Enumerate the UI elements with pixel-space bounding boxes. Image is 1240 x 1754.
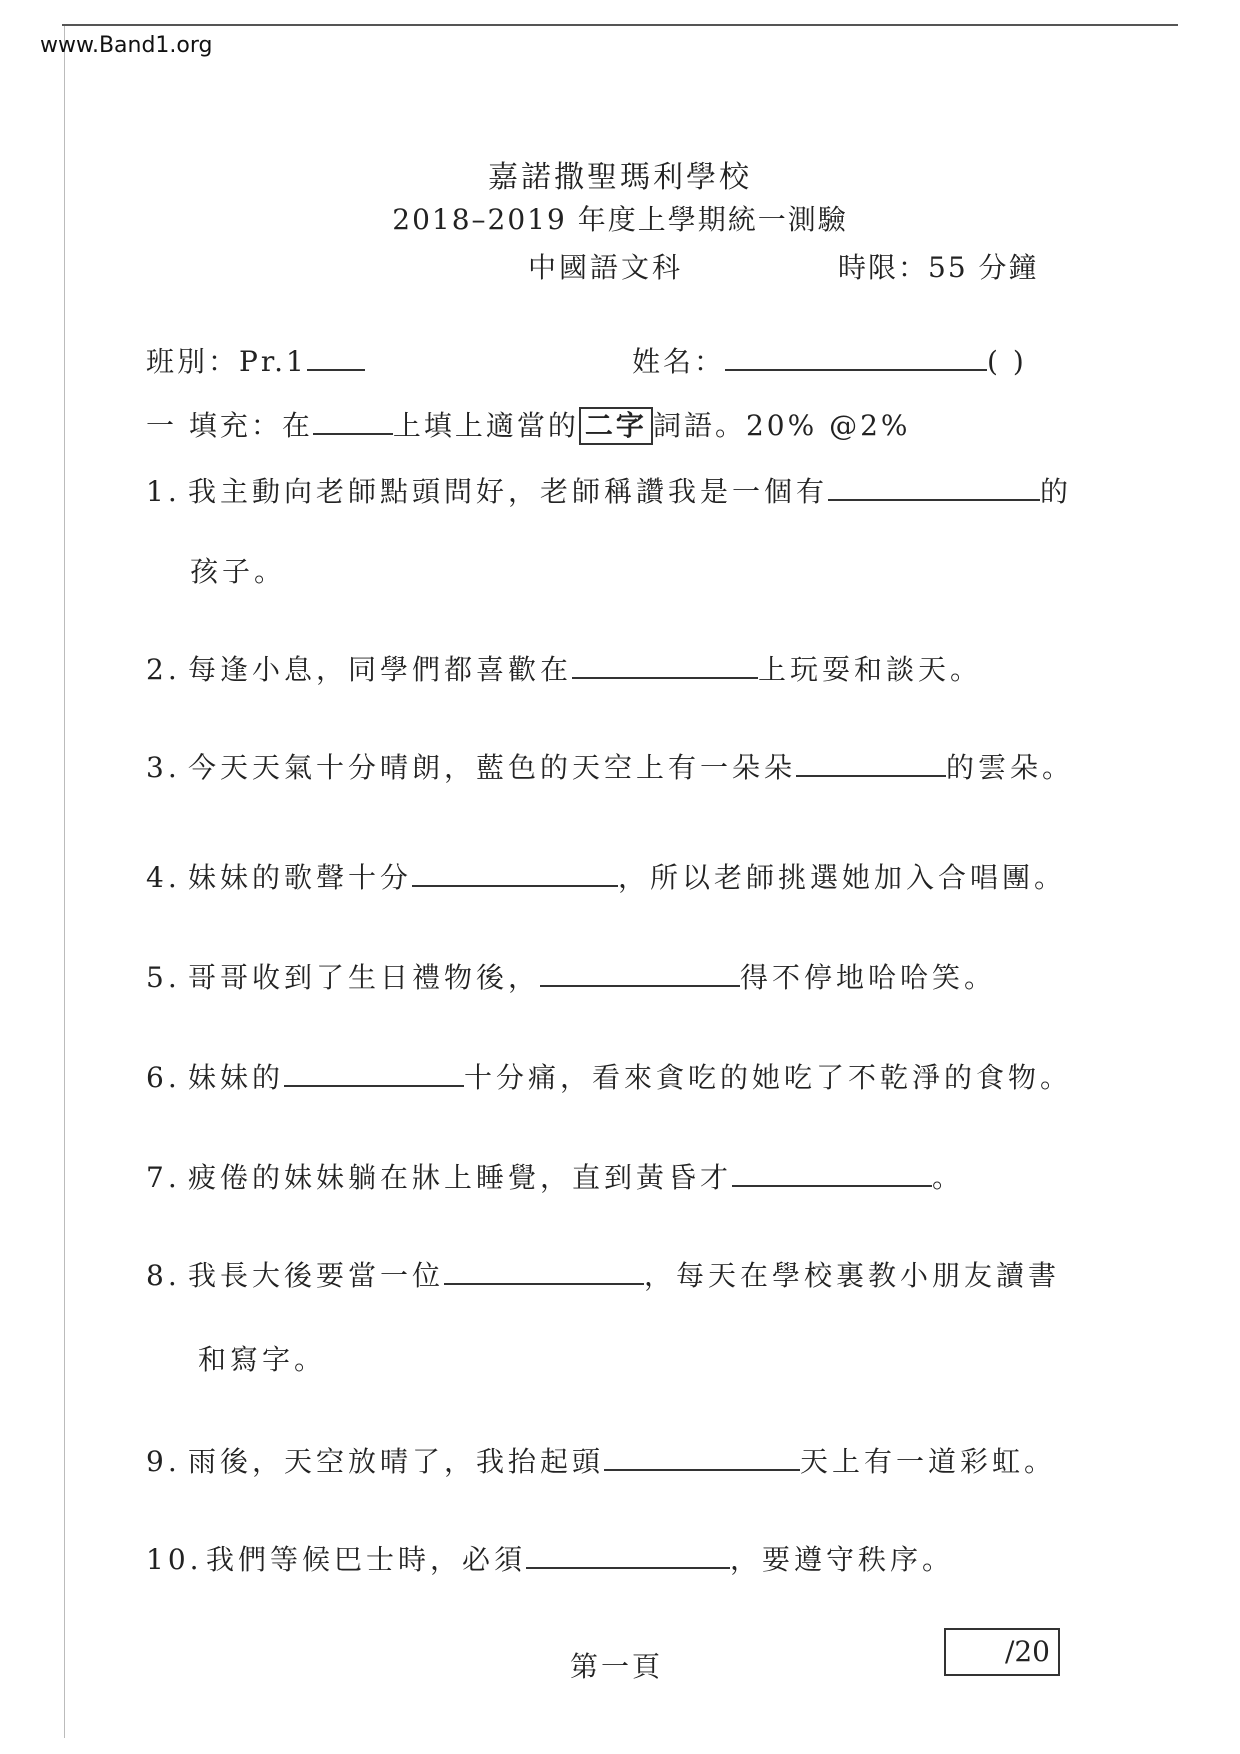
question-5 xyxy=(146,956,996,996)
answer-blank[interactable] xyxy=(540,963,740,987)
question-4 xyxy=(146,856,1066,896)
answer-blank[interactable] xyxy=(284,1063,464,1087)
question-text-after: 得不停地哈哈笑。 xyxy=(740,961,997,994)
question-text-after: ，所以老師挑選她加入合唱團。 xyxy=(618,861,1067,894)
question-text-before: 妹妹的 xyxy=(188,1061,285,1094)
time-limit: 時限：55 分鐘 xyxy=(838,251,1039,284)
question-text-after: 的雲朵。 xyxy=(946,751,1075,784)
question-text-before: 妹妹的歌聲十分 xyxy=(188,861,413,894)
question-text-before: 哥哥收到了生日禮物後， xyxy=(188,961,541,994)
question-number: 9. xyxy=(146,1445,181,1478)
subject-name: 中國語文科 xyxy=(528,251,684,284)
question-1-continued: 孩子。 xyxy=(190,555,287,588)
question-2 xyxy=(146,648,982,688)
answer-blank[interactable] xyxy=(732,1163,932,1187)
question-3 xyxy=(146,746,1074,786)
section-instructions xyxy=(146,404,911,445)
question-number: 4. xyxy=(146,861,181,894)
school-name: 嘉諾撒聖瑪利學校 xyxy=(488,160,752,195)
question-8-continued: 和寫字。 xyxy=(198,1343,327,1376)
answer-blank[interactable] xyxy=(796,753,946,777)
name-label: 姓名： xyxy=(632,345,726,378)
top-rule xyxy=(62,24,1178,26)
question-number: 5. xyxy=(146,961,181,994)
question-text-after: 。 xyxy=(932,1161,965,1194)
question-number: 2. xyxy=(146,653,181,686)
question-text-after: 天上有一道彩虹。 xyxy=(800,1445,1057,1478)
question-text-before: 我主動向老師點頭問好，老師稱讚我是一個有 xyxy=(188,475,829,508)
question-number: 7. xyxy=(146,1161,181,1194)
name-field xyxy=(632,340,1027,380)
question-text-after: ，要遵守秩序。 xyxy=(730,1543,955,1576)
answer-blank[interactable] xyxy=(572,655,758,679)
answer-blank[interactable] xyxy=(828,477,1040,501)
exam-term: 2018–2019 年度上學期統一測驗 xyxy=(392,203,848,236)
section-prefix: 一 填充：在 xyxy=(146,409,313,442)
question-text-after: 的 xyxy=(1040,475,1073,508)
class-blank[interactable] xyxy=(307,347,365,371)
question-1 xyxy=(146,470,1072,510)
name-blank[interactable] xyxy=(725,347,987,371)
question-text-before: 疲倦的妹妹躺在牀上睡覺，直到黃昏才 xyxy=(188,1161,733,1194)
question-text-before: 今天天氣十分晴朗，藍色的天空上有一朵朵 xyxy=(188,751,797,784)
class-label: 班別：Pr.1 xyxy=(146,345,307,378)
answer-blank[interactable] xyxy=(412,863,618,887)
question-text-before: 每逢小息，同學們都喜歡在 xyxy=(188,653,573,686)
question-text-before: 我們等候巴士時，必須 xyxy=(206,1543,527,1576)
left-margin-rule xyxy=(64,26,65,1738)
score-box: /20 xyxy=(944,1628,1060,1676)
question-7 xyxy=(146,1156,964,1196)
question-number: 1. xyxy=(146,475,181,508)
class-field xyxy=(146,340,365,380)
answer-blank[interactable] xyxy=(444,1261,644,1285)
section-boxed-word: 二字 xyxy=(579,407,653,445)
answer-blank[interactable] xyxy=(526,1545,730,1569)
question-10 xyxy=(146,1538,954,1578)
site-watermark: www.Band1.org xyxy=(40,33,213,58)
question-8 xyxy=(146,1254,1060,1294)
question-text-before: 我長大後要當一位 xyxy=(188,1259,445,1292)
page-number: 第一頁 xyxy=(570,1650,664,1683)
section-example-blank xyxy=(313,411,393,435)
question-number: 6. xyxy=(146,1061,181,1094)
answer-blank[interactable] xyxy=(604,1447,800,1471)
question-number: 10. xyxy=(146,1543,203,1576)
question-text-before: 雨後，天空放晴了，我抬起頭 xyxy=(188,1445,605,1478)
question-6 xyxy=(146,1056,1072,1096)
class-number-paren: ( ) xyxy=(987,345,1027,378)
question-number: 3. xyxy=(146,751,181,784)
question-number: 8. xyxy=(146,1259,181,1292)
question-text-after: 十分痛，看來貪吃的她吃了不乾淨的食物。 xyxy=(464,1061,1073,1094)
section-mid: 上填上適當的 xyxy=(392,409,579,442)
question-text-after: 上玩耍和談天。 xyxy=(758,653,983,686)
question-text-after: ，每天在學校裏教小朋友讀書 xyxy=(644,1259,1061,1292)
section-suffix: 詞語。20% @2% xyxy=(652,409,911,442)
question-9 xyxy=(146,1440,1056,1480)
